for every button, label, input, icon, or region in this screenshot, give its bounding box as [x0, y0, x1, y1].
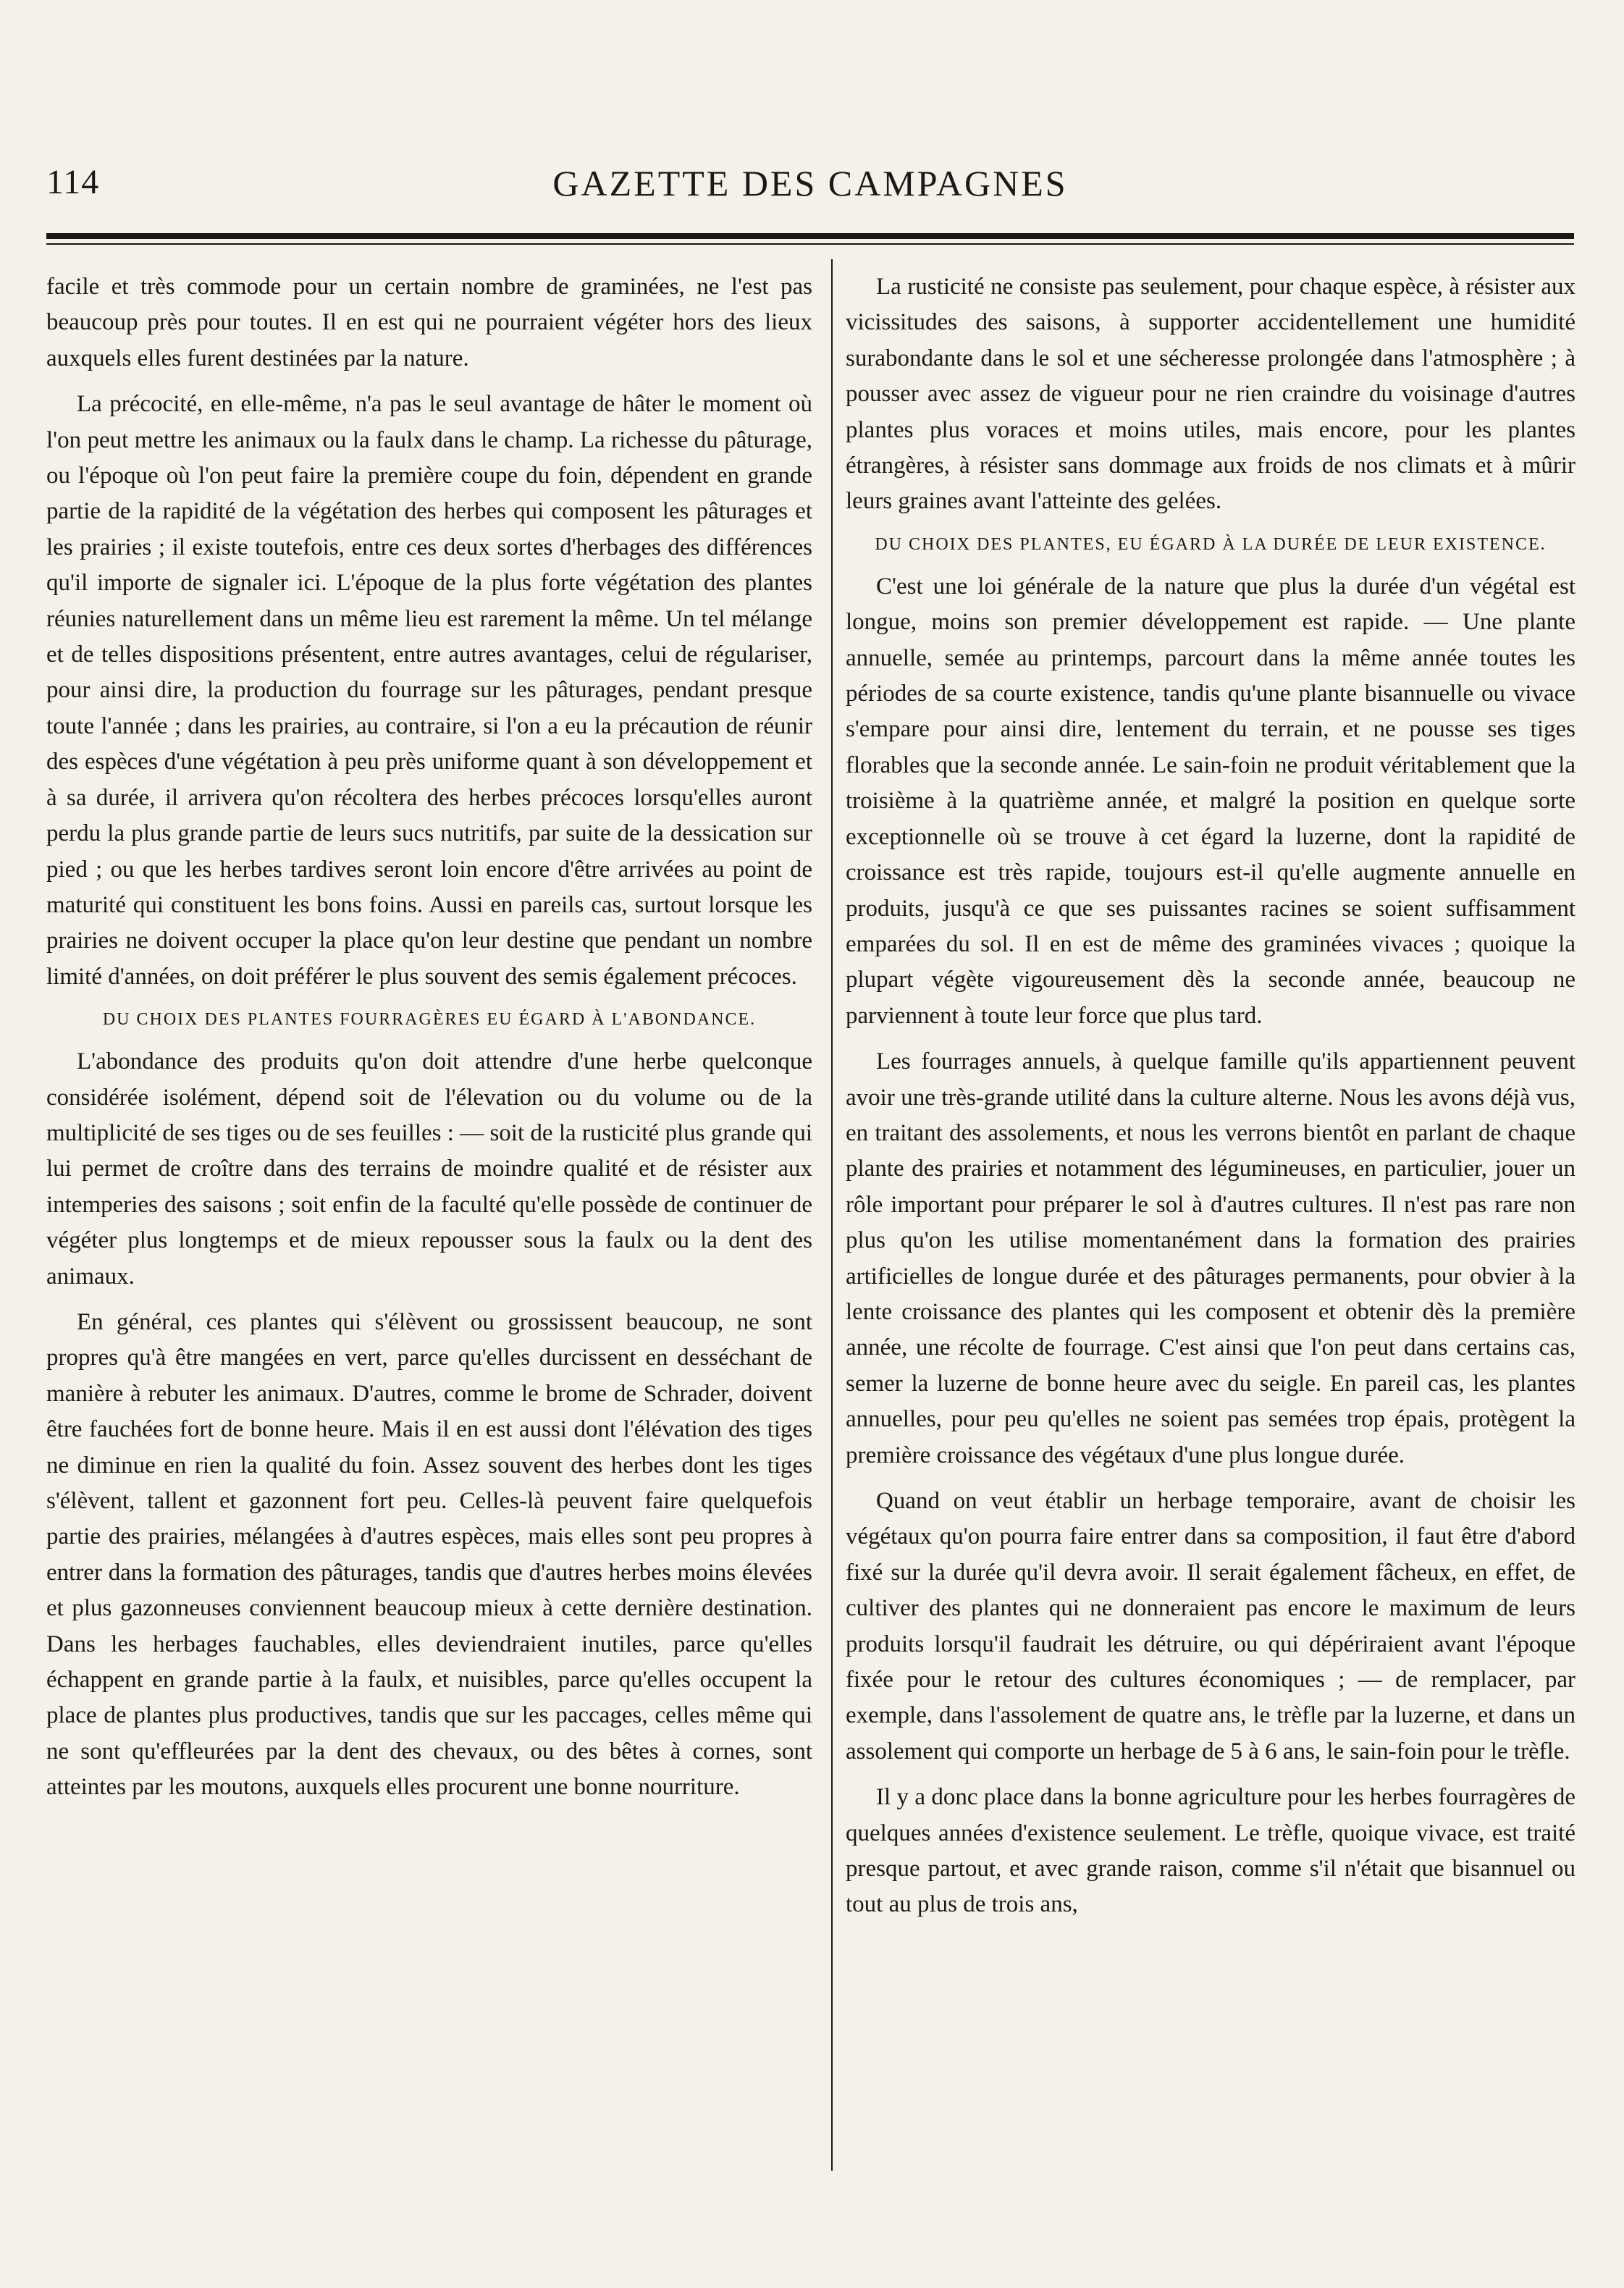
page-header — [46, 162, 1574, 213]
left-column — [46, 269, 812, 1816]
paragraph: facile et très commode pour un certain nombre de graminées, ne l'est pas beaucoup près pour toutes. Il en est qui ne pourraient végéter hors des lieux auxquels elles furent destinées par la nature. — [46, 274, 812, 371]
paragraph: Les fourrages annuels, à quelque famille qu'ils appartiennent peuvent avoir une très-grande utilité dans la culture alterne. Nous les avons déjà vus, en traitant des assolements, et nous les verrons bientôt en parlant de chaque plante des prairies et notamment des légumineuses, en particulier, jouer un rôle important pour préparer le sol à d'autres cultures. Il n'est pas rare non plus qu'on les utilise momentanément dans la formation des prairies artificielles de longue durée et des pâturages permanents, pour obvier à la lente croissance des plantes qui les composent et obtenir dès la première année, une récolte de fourrage. C'est ainsi que l'on peut dans certains cas, semer la luzerne de bonne heure avec du seigle. En pareil cas, les plantes annuelles, pour peu qu'elles ne soient pas semées trop épais, protègent la première croissance des végétaux d'une plus longue durée. — [846, 1048, 1575, 1468]
paragraph: Quand on veut établir un herbage temporaire, avant de choisir les végétaux qu'on pourra faire entrer dans sa composition, il faut être d'abord fixé sur la durée qu'il devra avoir. Il serait également fâcheux, en effet, de cultiver des plantes qui ne donneraient pas encore le maximum de leurs produits lorsqu'il faudrait les détruire, ou qui dépériraient avant l'époque fixée pour le retour des cultures économiques ; — de remplacer, par exemple, dans l'assolement de quatre ans, le trèfle par la luzerne, et dans un assolement qui comporte un herbage de 5 à 6 ans, le sain-foin pour le trèfle. — [846, 1488, 1575, 1765]
paragraph: La précocité, en elle-même, n'a pas le seul avantage de hâter le moment où l'on peut mettre les animaux ou la faulx dans le champ. La richesse du pâturage, ou l'époque où l'on peut faire la première coupe du foin, dépendent en grande partie de la rapidité de la végétation des herbes qui composent les pâturages et les prairies ; il existe toutefois, entre ces deux sortes d'herbages des différences qu'il importe de signaler ici. L'époque de la plus forte végétation des plantes réunies naturellement dans un même lieu est rarement la même. Un tel mélange et de telles dispositions présentent, entre autres avantages, celui de régulariser, pour ainsi dire, la production du fourrage sur les pâturages, pendant presque toute l'année ; dans les prairies, au contraire, si l'on a eu la précaution de réunir des espèces d'une végétation à peu près uniforme quant à son développement et à sa durée, il arrivera qu'on récoltera des herbes précoces lorsqu'elles auront perdu la plus grande partie de leurs sucs nutritifs, par suite de la dessication sur pied ; ou que les herbes tardives seront loin encore d'être arrivées au point de maturité qui constituent les bons foins. Aussi en pareils cas, surtout lorsque les prairies ne doivent occuper la place qu'on leur destine que pendant un nombre limité d'années, on doit préférer le plus souvent des semis également précoces. — [46, 391, 812, 990]
header-rule-thin — [46, 243, 1574, 245]
section-heading: DU CHOIX DES PLANTES FOURRAGÈRES EU ÉGARD À L'ABONDANCE. — [102, 1010, 757, 1030]
column-divider — [831, 259, 833, 2171]
page-number: 114 — [46, 163, 100, 201]
paragraph: C'est une loi générale de la nature que plus la durée d'un végétal est longue, moins son premier développement est rapide. — Une plante annuelle, semée au printemps, parcourt dans la même année toutes les périodes de sa courte existence, tandis qu'une plante bisannuelle ou vivace s'empare pour ainsi dire, lentement du terrain, et ne pousse ses tiges florables que la seconde année. Le sain-foin ne produit véritablement que la troisième à la quatrième année, et malgré la position en quelque sorte exceptionnelle où se trouve à cet égard la luzerne, dont la rapidité de croissance est très rapide, toujours est-il qu'elle augmente annuelle en produits, jusqu'à ce que ses puissantes racines se soient suffisamment emparées du sol. Il en est de même des graminées vivaces ; quoique la plupart végète vigoureusement dès la seconde année, beaucoup ne parviennent à toute leur force que plus tard. — [846, 573, 1575, 1029]
header-rule-thick — [46, 233, 1574, 239]
paragraph: En général, ces plantes qui s'élèvent ou grossissent beaucoup, ne sont propres qu'à être mangées en vert, parce qu'elles durcissent en desséchant de manière à rebuter les animaux. D'autres, comme le brome de Schrader, doivent être fauchées fort de bonne heure. Mais il en est aussi dont l'élévation des tiges ne diminue en rien la qualité du foin. Assez souvent des herbes dont les tiges s'élèvent, tallent et gazonnent fort peu. Celles-là peuvent faire quelquefois partie des prairies, mélangées à d'autres espèces, mais elles sont peu propres à entrer dans la formation des pâturages, tandis que d'autres herbes moins élevées et plus gazonneuses conviennent beaucoup mieux à cette dernière destination. Dans les herbages fauchables, elles deviendraient inutiles, parce qu'elles échappent en grande partie à la faulx, et nuisibles, parce qu'elles occupent la place de plantes plus productives, tandis que sur les paccages, celles même qui ne sont qu'effleurées par la dent des chevaux, ou des bêtes à cornes, sont atteintes par les moutons, auxquels elles procurent une bonne nourriture. — [46, 1308, 812, 1801]
journal-title: GAZETTE DES CAMPAGNES — [552, 163, 1068, 203]
section-heading: DU CHOIX DES PLANTES, EU ÉGARD À LA DURÉE DE LEUR EXISTENCE. — [875, 534, 1547, 554]
right-column — [846, 269, 1575, 1933]
paragraph: Il y a donc place dans la bonne agriculture pour les herbes fourragères de quelques années d'existence seulement. Le trèfle, quoique vivace, est traité presque partout, et avec grande raison, comme s'il n'était que bisannuel ou tout au plus de trois ans, — [846, 1784, 1575, 1918]
paragraph: La rusticité ne consiste pas seulement, pour chaque espèce, à résister aux vicissitudes des saisons, à supporter accidentellement une humidité surabondante dans le sol et une sécheresse prolongée dans l'atmosphère ; à pousser avec assez de vigueur pour ne rien craindre du voisinage d'autres plantes plus voraces et moins utiles, mais encore, pour les plantes étrangères, à résister sans dommage aux froids de nos climats et à mûrir leurs graines avant l'atteinte des gelées. — [846, 274, 1575, 515]
paragraph: L'abondance des produits qu'on doit attendre d'une herbe quelconque considérée isolément, dépend soit de l'élevation ou du volume ou de la multiplicité de ses tiges ou de ses feuilles : — soit de la rusticité plus grande qui lui permet de croître dans des terrains de moindre qualité et de résister aux intemperies des saisons ; soit enfin de la faculté qu'elle possède de continuer de végéter plus longtemps et de mieux repousser sous la faulx ou la dent des animaux. — [46, 1048, 812, 1290]
